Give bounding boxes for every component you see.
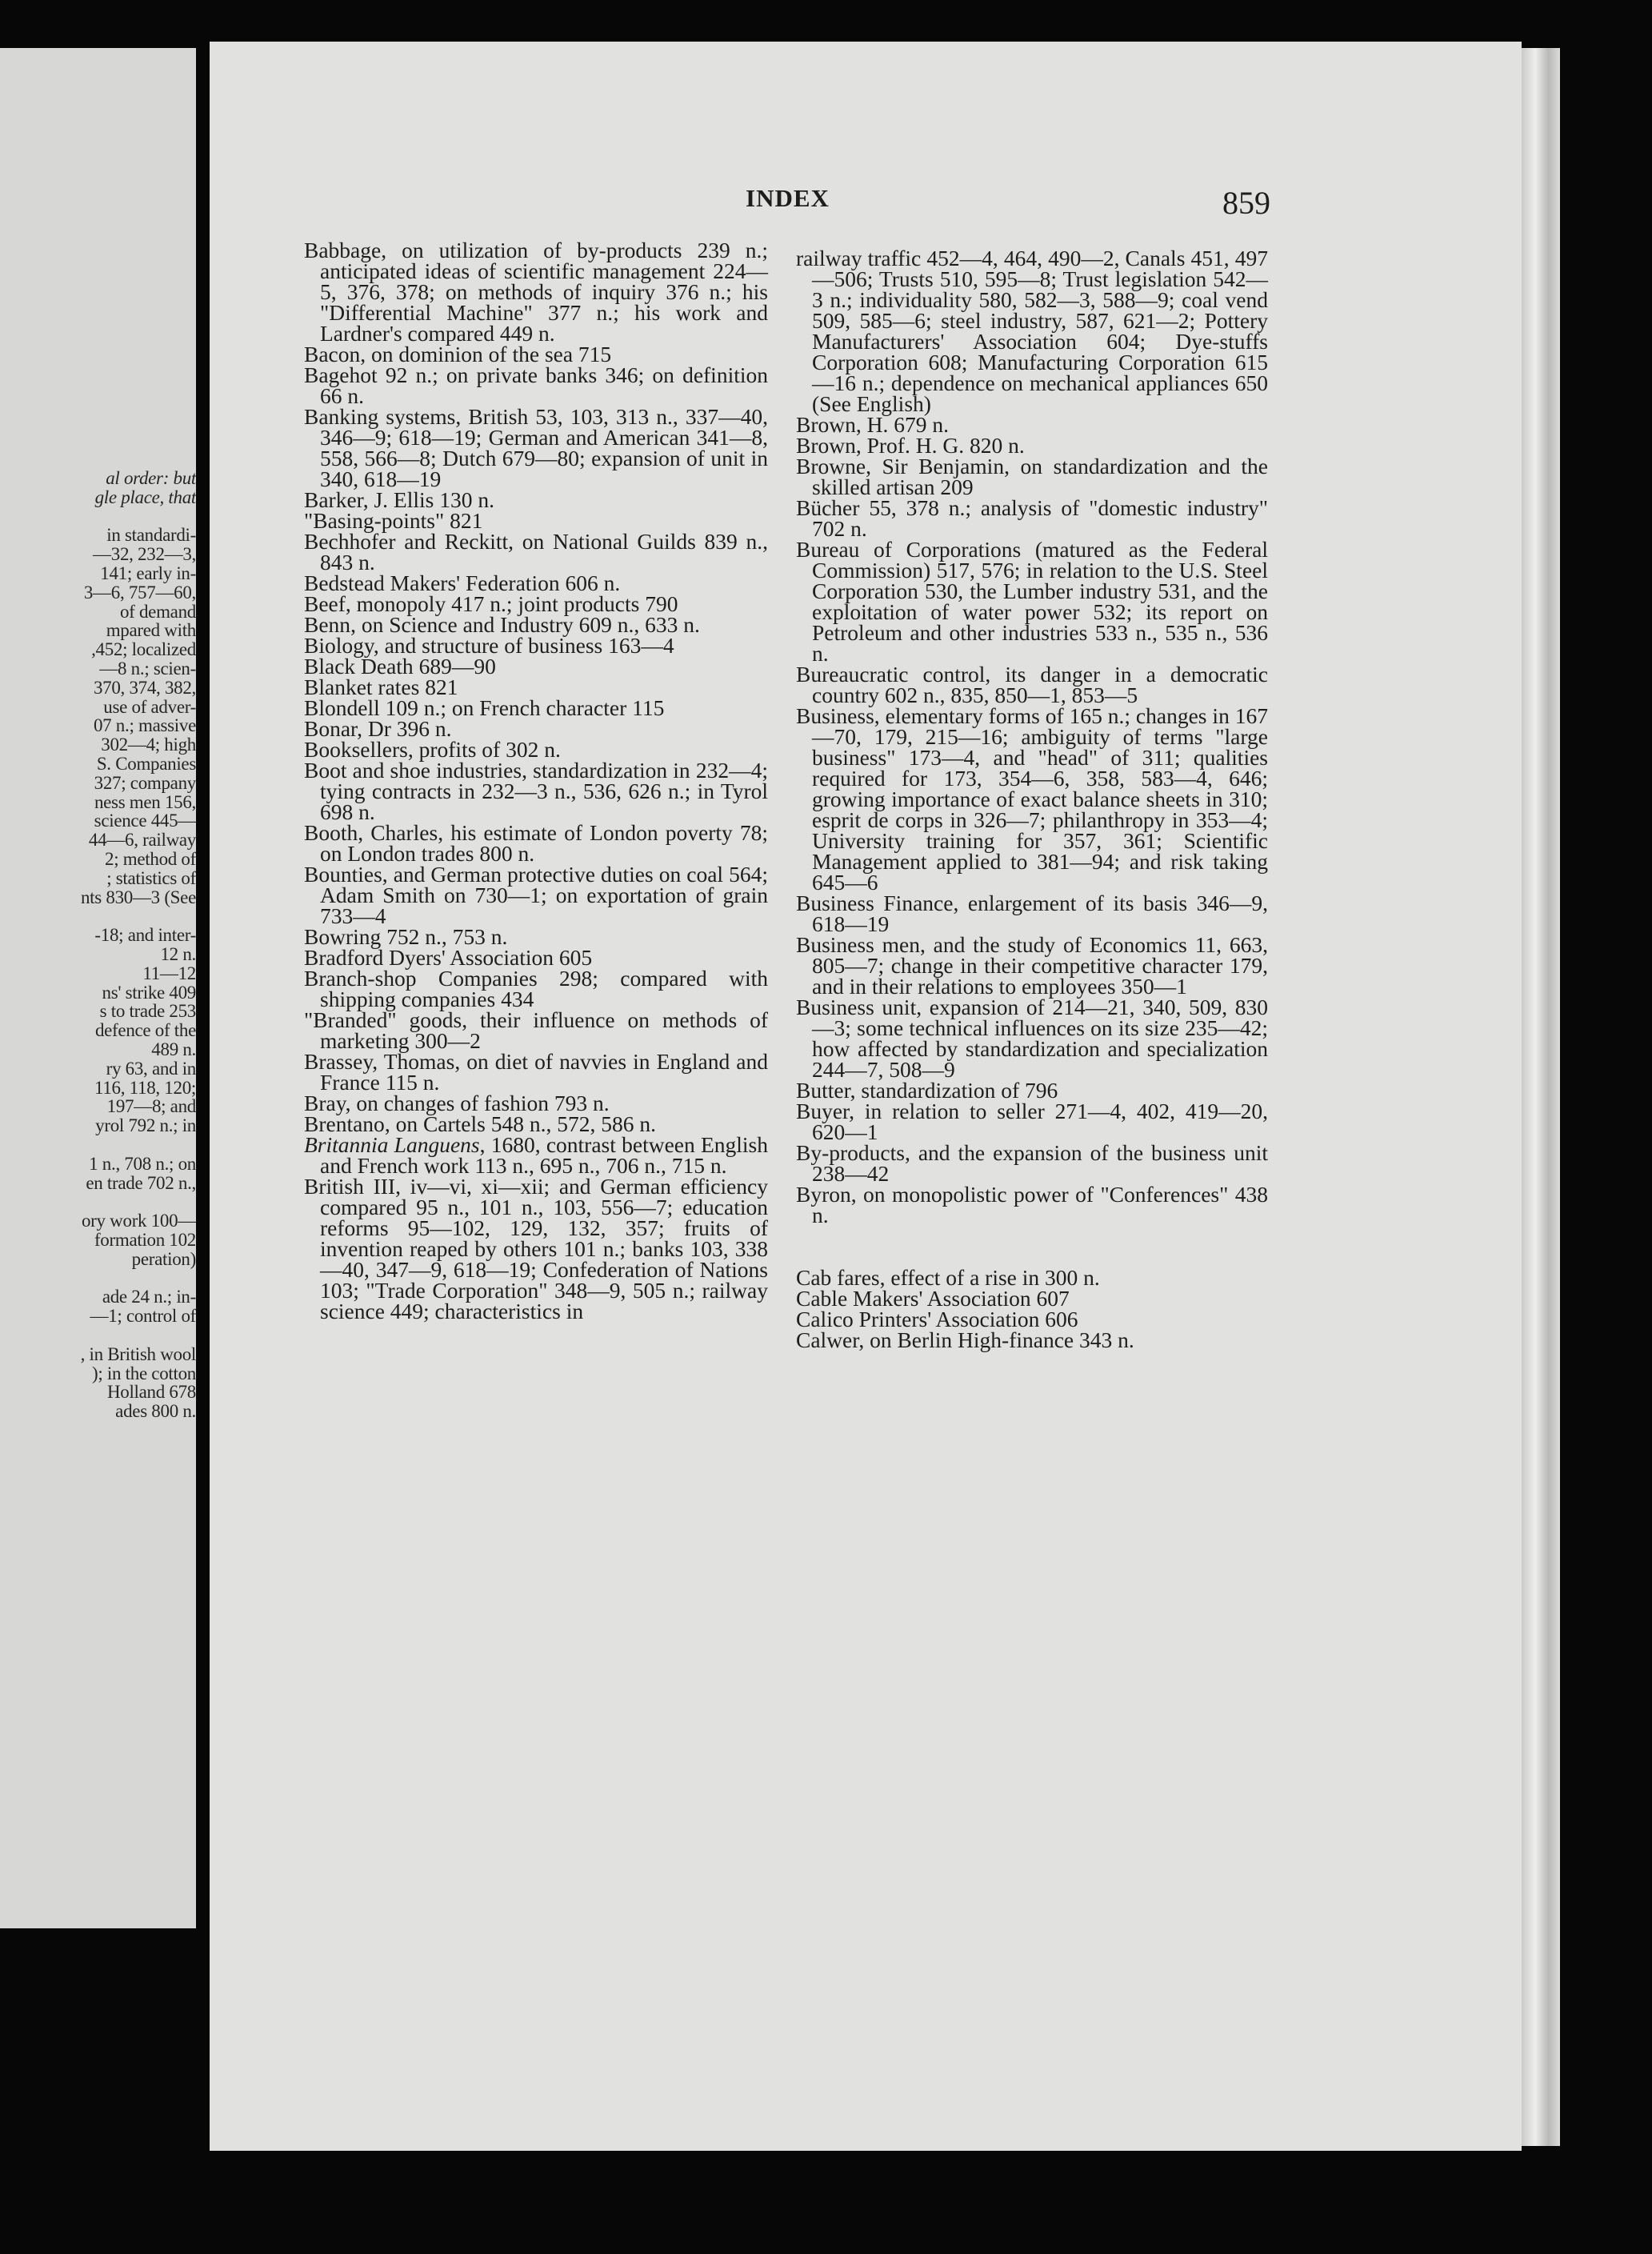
index-entry-text: , on Cartels 548 n., 572, 586 n. [384,1111,656,1136]
index-entry-heading: Bureau of Corporations [796,537,1022,562]
index-entry-text: 821 [419,675,458,699]
left-page-line: —1; control of [90,1306,196,1327]
index-entry-heading: Buyer [796,1099,850,1123]
left-page-line: 2; method of [105,849,196,869]
index-entry-heading: Branch-shop Companies [304,966,538,991]
left-page-line: ; statistics of [106,867,196,888]
index-entry-text: 298; compared with shipping companies 434 [320,966,768,1011]
index-entry-heading: Benn [304,612,351,637]
left-page-line: of demand [119,601,196,622]
index-entry-text: , on National Guilds 839 n., 843 n. [320,529,768,575]
index-entry-heading: Bonar, Dr [304,716,391,741]
left-page-line: en trade 702 n., [86,1172,196,1193]
index-entry [304,1007,768,1053]
index-entry-text: , standardization in 232—4; tying contracts in 232—3 n., 536, 626 n.; in Tyrol 698 n. [320,758,768,824]
index-entry-text: 605 [553,945,593,970]
index-entry-heading: Brassey, Thomas [304,1049,455,1074]
left-page-line: ns' strike 409 [102,982,196,1003]
left-page-line: 327; company [94,772,196,793]
index-entry [304,1051,768,1093]
index-entry-text: , and structure of business 163—4 [373,633,674,658]
index-entry-text: railway traffic 452—4, 464, 490—2, Canals 451, 497—506; Trusts 510, 595—8; Trust legislation 542—3 n.; individuality 580, 582—3, 588—9; coal vend 509, 585—6; steel industry, 587, 621—2; Pottery Manufacturers' Association 604; Dye-stuffs Corporation 608; Manufacturing Corporation 615—16 n.; dependence on mechanical appliances 650 (See English) [796,246,1268,416]
index-entry-heading: Bowring [304,924,382,949]
left-page-line: mpared with [106,620,196,641]
index-entry-text: , their influence on methods of marketing 300—2 [320,1007,768,1053]
index-entry-text: , and the study of Economics 11, 663, 805—7; change in their competitive character 179, and in their relations to employees 350—1 [812,932,1268,999]
index-entry-heading: Booksellers [304,737,408,762]
index-entry-heading: Business unit [796,995,917,1019]
index-entry-text: , on Berlin High-finance 343 n. [858,1327,1134,1352]
index-entry [796,932,1268,999]
page-number: 859 [1222,185,1270,221]
index-entry-text: , British 53, 103, 313 n., 337—40, 346—9; 618—19; German and American 341—8, 558, 566—8; Dutch 679—80; expansion of unit in 340, 618—19 [320,404,769,491]
index-entry-text: , on diet of navvies in England and France 115 n. [320,1049,768,1095]
index-column-right [796,248,1268,1351]
left-page-line: yrol 792 n.; in [95,1115,196,1136]
index-entry-text: III, iv—vi, xi—xii; and German efficiency compared 95 n., 101 n., 103, 556—7; education reforms 95—102, 129, 132, 357; fruits of invention reaped by others 101 n.; banks 103, 338—40, 347—9, 618—19; Confederation of Nations 103; "Trade Corporation" 348—9, 505 n.; railway science 449; characteristics in [320,1174,768,1323]
index-entry [796,664,1268,706]
left-page-line: ,452; localized [91,639,196,660]
index-entry-text: 109 n.; on French character 115 [379,695,665,720]
index-entry-heading: Banking systems [304,404,456,429]
index-entry-text: 606 n. [559,571,621,595]
index-entry [796,1184,1268,1226]
left-page-line: 07 n.; massive [93,715,196,736]
left-page-line: , in British wool [80,1343,196,1364]
index-entry-heading: Browne, Sir Benjamin [796,454,1005,478]
index-entry-heading: Cable Makers' Association [796,1286,1031,1311]
left-page-line: —8 n.; scien- [99,659,196,679]
index-entry-text: , its danger in a democratic country 602 n., 835, 850—1, 853—5 [812,662,1268,707]
index-entry-heading: Brown, Prof. H. G. [796,433,965,458]
index-entry-text: 752 n., 753 n. [381,924,508,949]
index-entry-heading: Bücher [796,495,860,520]
index-entry-heading: Black Death [304,654,414,679]
index-entry-heading: Blondell [304,695,380,720]
index-entry-text: , 1680, contrast between English and French work 113 n., 695 n., 706 n., 715 n. [320,1132,768,1178]
left-page-line: peration) [131,1248,196,1269]
index-entry-text: , effect of a rise in 300 n. [879,1265,1100,1290]
index-entry-heading: Bacon [304,342,361,366]
index-entry-text: , profits of 302 n. [407,737,561,762]
index-entry [304,362,768,408]
left-page-line: s to trade 253 [99,1001,196,1022]
index-entry-text: , and the expansion of the business unit 238—42 [812,1140,1268,1186]
index-entry [796,248,1268,414]
index-entry-text: 606 [1039,1307,1078,1331]
index-entry-heading: Babbage [304,238,382,262]
index-entry-heading: Cab fares [796,1265,880,1290]
index-entry [304,1176,768,1322]
left-page-line: —32, 232—3, [93,544,196,565]
index-entry [796,1101,1268,1143]
index-entry-heading: Bradford Dyers' Association [304,945,554,970]
index-entry-text: 821 [444,508,483,533]
index-entry-text: , on standardization and the skilled artisan 209 [812,454,1268,499]
left-page-line: use of adver- [103,696,196,717]
left-page-line: ades 800 n. [115,1401,196,1422]
left-page-line: 489 n. [151,1039,196,1059]
index-entry-heading: Business men [796,932,920,957]
index-entry-text: , on utilization of by-products 239 n.; anticipated ideas of scientific management 224—5, 376, 378; on methods of inquiry 376 n.; his "Differential Machine" 377 n.; his work and Lardner's compared 449 n. [320,238,768,346]
left-page-line: -18; and inter- [94,925,196,946]
index-entry-text: 130 n. [434,487,494,512]
index-entry-text: 820 n. [964,433,1025,458]
index-entry-heading: Business Finance [796,891,954,915]
index-entry [304,760,768,823]
index-entry-text: 607 [1030,1286,1070,1311]
index-entry [304,1132,768,1178]
index-entry-heading: Bray [304,1091,346,1115]
index-entry-heading: Calico Printers' Association [796,1307,1040,1331]
left-page-line: 302—4; high [101,735,196,755]
index-entry [304,820,768,866]
index-entry-heading: Butter [796,1078,850,1103]
index-entry-text: , on monopolistic power of "Conferences" 438 n. [812,1182,1268,1227]
index-entry-text: , his estimate of London poverty 78; on London trades 800 n. [320,820,768,866]
index-entry-heading: Brentano [304,1111,385,1136]
index-entry-heading: Bedstead Makers' Federation [304,571,560,595]
index-entry [304,531,768,573]
index-entry-heading: Barker, J. Ellis [304,487,434,512]
left-page-line: 11—12 [142,963,196,983]
index-entry-text: , on changes of fashion 793 n. [345,1091,610,1115]
index-entry [796,893,1268,935]
index-entry-heading: Biology [304,633,374,658]
left-page-line: 12 n. [160,944,196,964]
letter-group-spacer [796,1226,1268,1267]
left-page-line: 44—6, railway [88,830,196,851]
page-title: INDEX [746,184,830,212]
index-column-left [304,240,768,1322]
index-entry [304,968,768,1010]
index-entry-heading: Booth, Charles [304,820,438,845]
index-entry-heading: British [304,1174,364,1199]
left-page-line: gle place, that [94,486,196,507]
left-page-line: al order: but [106,468,196,488]
index-entry [796,495,1268,541]
left-page-line: 116, 118, 120; [94,1077,196,1098]
left-page-line: 370, 374, 382, [93,677,196,698]
index-entry-text: , monopoly 417 n.; joint products 790 [345,591,678,616]
index-entry-text: , and German protective duties on coal 564; Adam Smith on 730—1; on exportation of grain 733—4 [320,862,768,928]
index-entry-text: 679 n. [888,412,949,437]
left-page-line: 141; early in- [100,563,196,583]
index-entry [304,406,768,490]
index-entry [304,864,768,927]
index-entry-heading: By-products [796,1140,905,1165]
index-entry-text: 396 n. [390,716,452,741]
index-entry-text: , expansion of 214—21, 340, 509, 830—3; some technical influences on its size 235—42; how affected by standardization and specialization 244—7, 508—9 [812,995,1268,1082]
index-entry-heading: Bagehot [304,362,378,387]
left-page-line: ); in the cotton [92,1363,196,1383]
left-page-line: ade 24 n.; in- [102,1287,196,1307]
left-page-line: nts 830—3 (See [80,887,196,907]
index-entry-heading: Bounties [304,862,382,887]
index-entry [796,703,1268,895]
index-entry [796,456,1268,498]
index-entry-heading: "Branded" goods [304,1007,462,1032]
left-page-line: defence of the [94,1020,196,1041]
page-edge [1522,48,1560,2146]
index-entry-heading: Blanket rates [304,675,420,699]
index-entry-text: , standardization of 796 [850,1078,1058,1103]
index-entry-heading: Bureaucratic control [796,662,986,687]
index-entry-heading: Business [796,703,874,728]
index-entry-text: , elementary forms of 165 n.; changes in 167—70, 179, 215—16; ambiguity of terms "large business" 173—4, and "head" of 311; qualities required for 173, 354—6, 358, 583—4, 646; growing importance of exact balance sheets in 310; esprit de corps in 326—7; philanthropy in 353—4; University training for 357, 361; Scientific Management applied to 381—94; and risk taking 645—6 [812,703,1268,895]
index-entry-text: 55, 378 n.; analysis of "domestic industry" 702 n. [812,495,1268,541]
left-page-line: 197—8; and [106,1096,196,1117]
left-page-line: in standardi- [106,525,196,546]
index-entry-text: , enlargement of its basis 346—9, 618—19 [812,891,1268,936]
index-entry-heading: Beef [304,591,346,616]
left-page-line: 3—6, 757—60, [83,582,196,603]
left-page-line: ry 63, and in [106,1058,196,1079]
index-entry-heading: Boot and shoe industries [304,758,522,783]
index-entry-text: , on dominion of the sea 715 [360,342,612,366]
index-entry-heading: "Basing-points" [304,508,445,533]
index-entry-text: , in relation to seller 271—4, 402, 419—20, 620—1 [812,1099,1268,1144]
left-page-line: ory work 100— [81,1211,196,1231]
index-entry-text: 689—90 [413,654,496,679]
index-entry-text: (matured as the Federal Commission) 517, 576; in relation to the U.S. Steel Corporation 530, the Lumber industry 531, and the exploitation of water power 532; its report on Petroleum and other industries 533 n., 535 n., 536 n. [812,537,1268,666]
left-page-line: science 445— [94,811,196,831]
index-entry-heading: Bechhofer and Reckitt [304,529,509,554]
left-page-line: formation 102 [94,1230,196,1250]
left-page-line: Holland 678 [106,1382,196,1403]
index-entry-heading: Byron [796,1182,851,1207]
left-page-line: ness men 156, [94,791,196,812]
index-entry [796,1140,1268,1186]
index-entry [796,1327,1268,1352]
left-page-line: 1 n., 708 n.; on [89,1153,196,1174]
left-page-fragment [0,48,196,1928]
left-page-line: S. Companies [96,754,196,774]
index-entry-text: , on Science and Industry 609 n., 633 n. [350,612,700,637]
index-entry-heading: Britannia Languens [304,1132,480,1157]
index-entry [796,997,1268,1080]
index-entry-heading: Calwer [796,1327,859,1352]
index-entry-heading: Brown, H. [796,412,889,437]
index-entry [796,539,1268,664]
index-entry-text: 92 n.; on private banks 346; on definition 66 n. [320,362,768,408]
index-entry [304,240,768,344]
